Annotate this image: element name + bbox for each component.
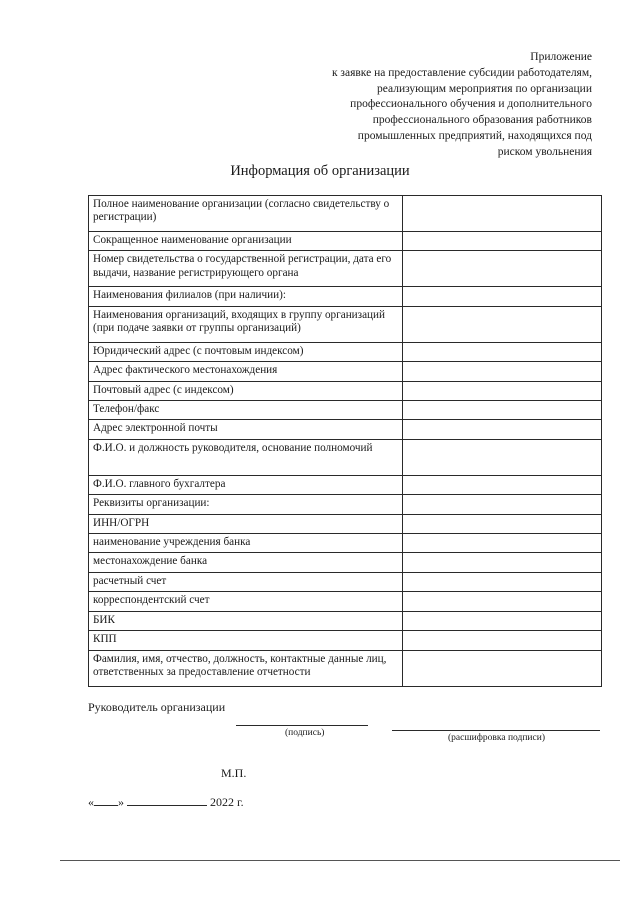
table-row [89, 592, 602, 611]
row-label: Юридический адрес (с почтовым индексом) [89, 342, 403, 361]
date-close-quote: » [118, 795, 124, 809]
table-row [89, 514, 602, 533]
row-value-cell[interactable] [403, 342, 602, 361]
row-label: наименование учреждения банка [89, 534, 403, 553]
row-value-cell[interactable] [403, 362, 602, 381]
month-blank[interactable] [127, 804, 207, 806]
row-label: Полное наименование организации (согласно свидетельству о регистрации) [89, 196, 403, 232]
table-row [89, 232, 602, 251]
row-label: Почтовый адрес (с индексом) [89, 381, 403, 400]
row-value-cell[interactable] [403, 572, 602, 591]
day-blank[interactable] [94, 804, 118, 806]
table-row [89, 534, 602, 553]
table-row [89, 475, 602, 494]
row-label: БИК [89, 611, 403, 630]
table-row [89, 342, 602, 361]
row-value-cell[interactable] [403, 420, 602, 439]
row-value-cell[interactable] [403, 251, 602, 287]
table-row [89, 553, 602, 572]
row-value-cell[interactable] [403, 495, 602, 514]
row-label: Адрес фактического местонахождения [89, 362, 403, 381]
date-field[interactable] [88, 795, 244, 810]
table-row [89, 287, 602, 306]
row-label: Фамилия, имя, отчество, должность, контактные данные лиц, ответственных за предоставление отчетности [89, 650, 403, 686]
appendix-line: риском увольнения [497, 145, 592, 158]
table-row [89, 631, 602, 650]
row-value-cell[interactable] [403, 534, 602, 553]
appendix-line: реализующим мероприятия по организации [377, 82, 592, 95]
row-label: Наименования организаций, входящих в группу организаций (при подаче заявки от группы организаций) [89, 306, 403, 342]
table-row [89, 439, 602, 475]
row-value-cell[interactable] [403, 514, 602, 533]
row-label: местонахождение банка [89, 553, 403, 572]
row-label: Номер свидетельства о государственной регистрации, дата его выдачи, название регистрирующего органа [89, 251, 403, 287]
row-label: расчетный счет [89, 572, 403, 591]
table-row [89, 650, 602, 686]
table-row [89, 306, 602, 342]
row-value-cell[interactable] [403, 196, 602, 232]
appendix-line: промышленных предприятий, находящихся под [357, 129, 592, 142]
row-value-cell[interactable] [403, 381, 602, 400]
table-row [89, 611, 602, 630]
page-bottom-line [60, 860, 620, 861]
table-row [89, 362, 602, 381]
row-value-cell[interactable] [403, 631, 602, 650]
head-of-organization-label: Руководитель организации [88, 700, 226, 714]
row-label: корреспондентский счет [89, 592, 403, 611]
row-value-cell[interactable] [403, 401, 602, 420]
table-row [89, 381, 602, 400]
row-label: Реквизиты организации: [89, 495, 403, 514]
table-row [89, 420, 602, 439]
stamp-placeholder: М.П. [221, 766, 247, 780]
appendix-header [262, 50, 592, 161]
row-value-cell[interactable] [403, 475, 602, 494]
table-row [89, 196, 602, 232]
row-label: Телефон/факс [89, 401, 403, 420]
row-label: ИНН/ОГРН [89, 514, 403, 533]
row-label: Ф.И.О. и должность руководителя, основание полномочий [89, 439, 403, 475]
appendix-line: профессионального образования работников [372, 114, 592, 127]
row-value-cell[interactable] [403, 439, 602, 475]
row-value-cell[interactable] [403, 553, 602, 572]
row-value-cell[interactable] [403, 592, 602, 611]
appendix-line: профессионального обучения и дополнительного [350, 98, 592, 111]
row-value-cell[interactable] [403, 287, 602, 306]
row-label: Наименования филиалов (при наличии): [89, 287, 403, 306]
table-row [89, 495, 602, 514]
signature-decoding-line[interactable] [392, 730, 600, 731]
appendix-line: Приложение [530, 51, 592, 63]
row-value-cell[interactable] [403, 650, 602, 686]
date-year: 2022 г. [210, 795, 244, 809]
row-label: КПП [89, 631, 403, 650]
row-label: Ф.И.О. главного бухгалтера [89, 475, 403, 494]
table-row [89, 572, 602, 591]
row-label: Адрес электронной почты [89, 420, 403, 439]
document-title: Информация об организации [230, 163, 410, 179]
row-label: Сокращенное наименование организации [89, 232, 403, 251]
date-open-quote: « [88, 795, 94, 809]
table-row [89, 401, 602, 420]
signature-line[interactable] [236, 725, 368, 726]
row-value-cell[interactable] [403, 611, 602, 630]
table-row [89, 251, 602, 287]
appendix-line: к заявке на предоставление субсидии работодателям, [331, 66, 592, 79]
row-value-cell[interactable] [403, 232, 602, 251]
signature-caption: (подпись) [285, 728, 325, 738]
row-value-cell[interactable] [403, 306, 602, 342]
organization-info-table [88, 195, 602, 687]
decoding-caption: (расшифровка подписи) [448, 733, 545, 743]
